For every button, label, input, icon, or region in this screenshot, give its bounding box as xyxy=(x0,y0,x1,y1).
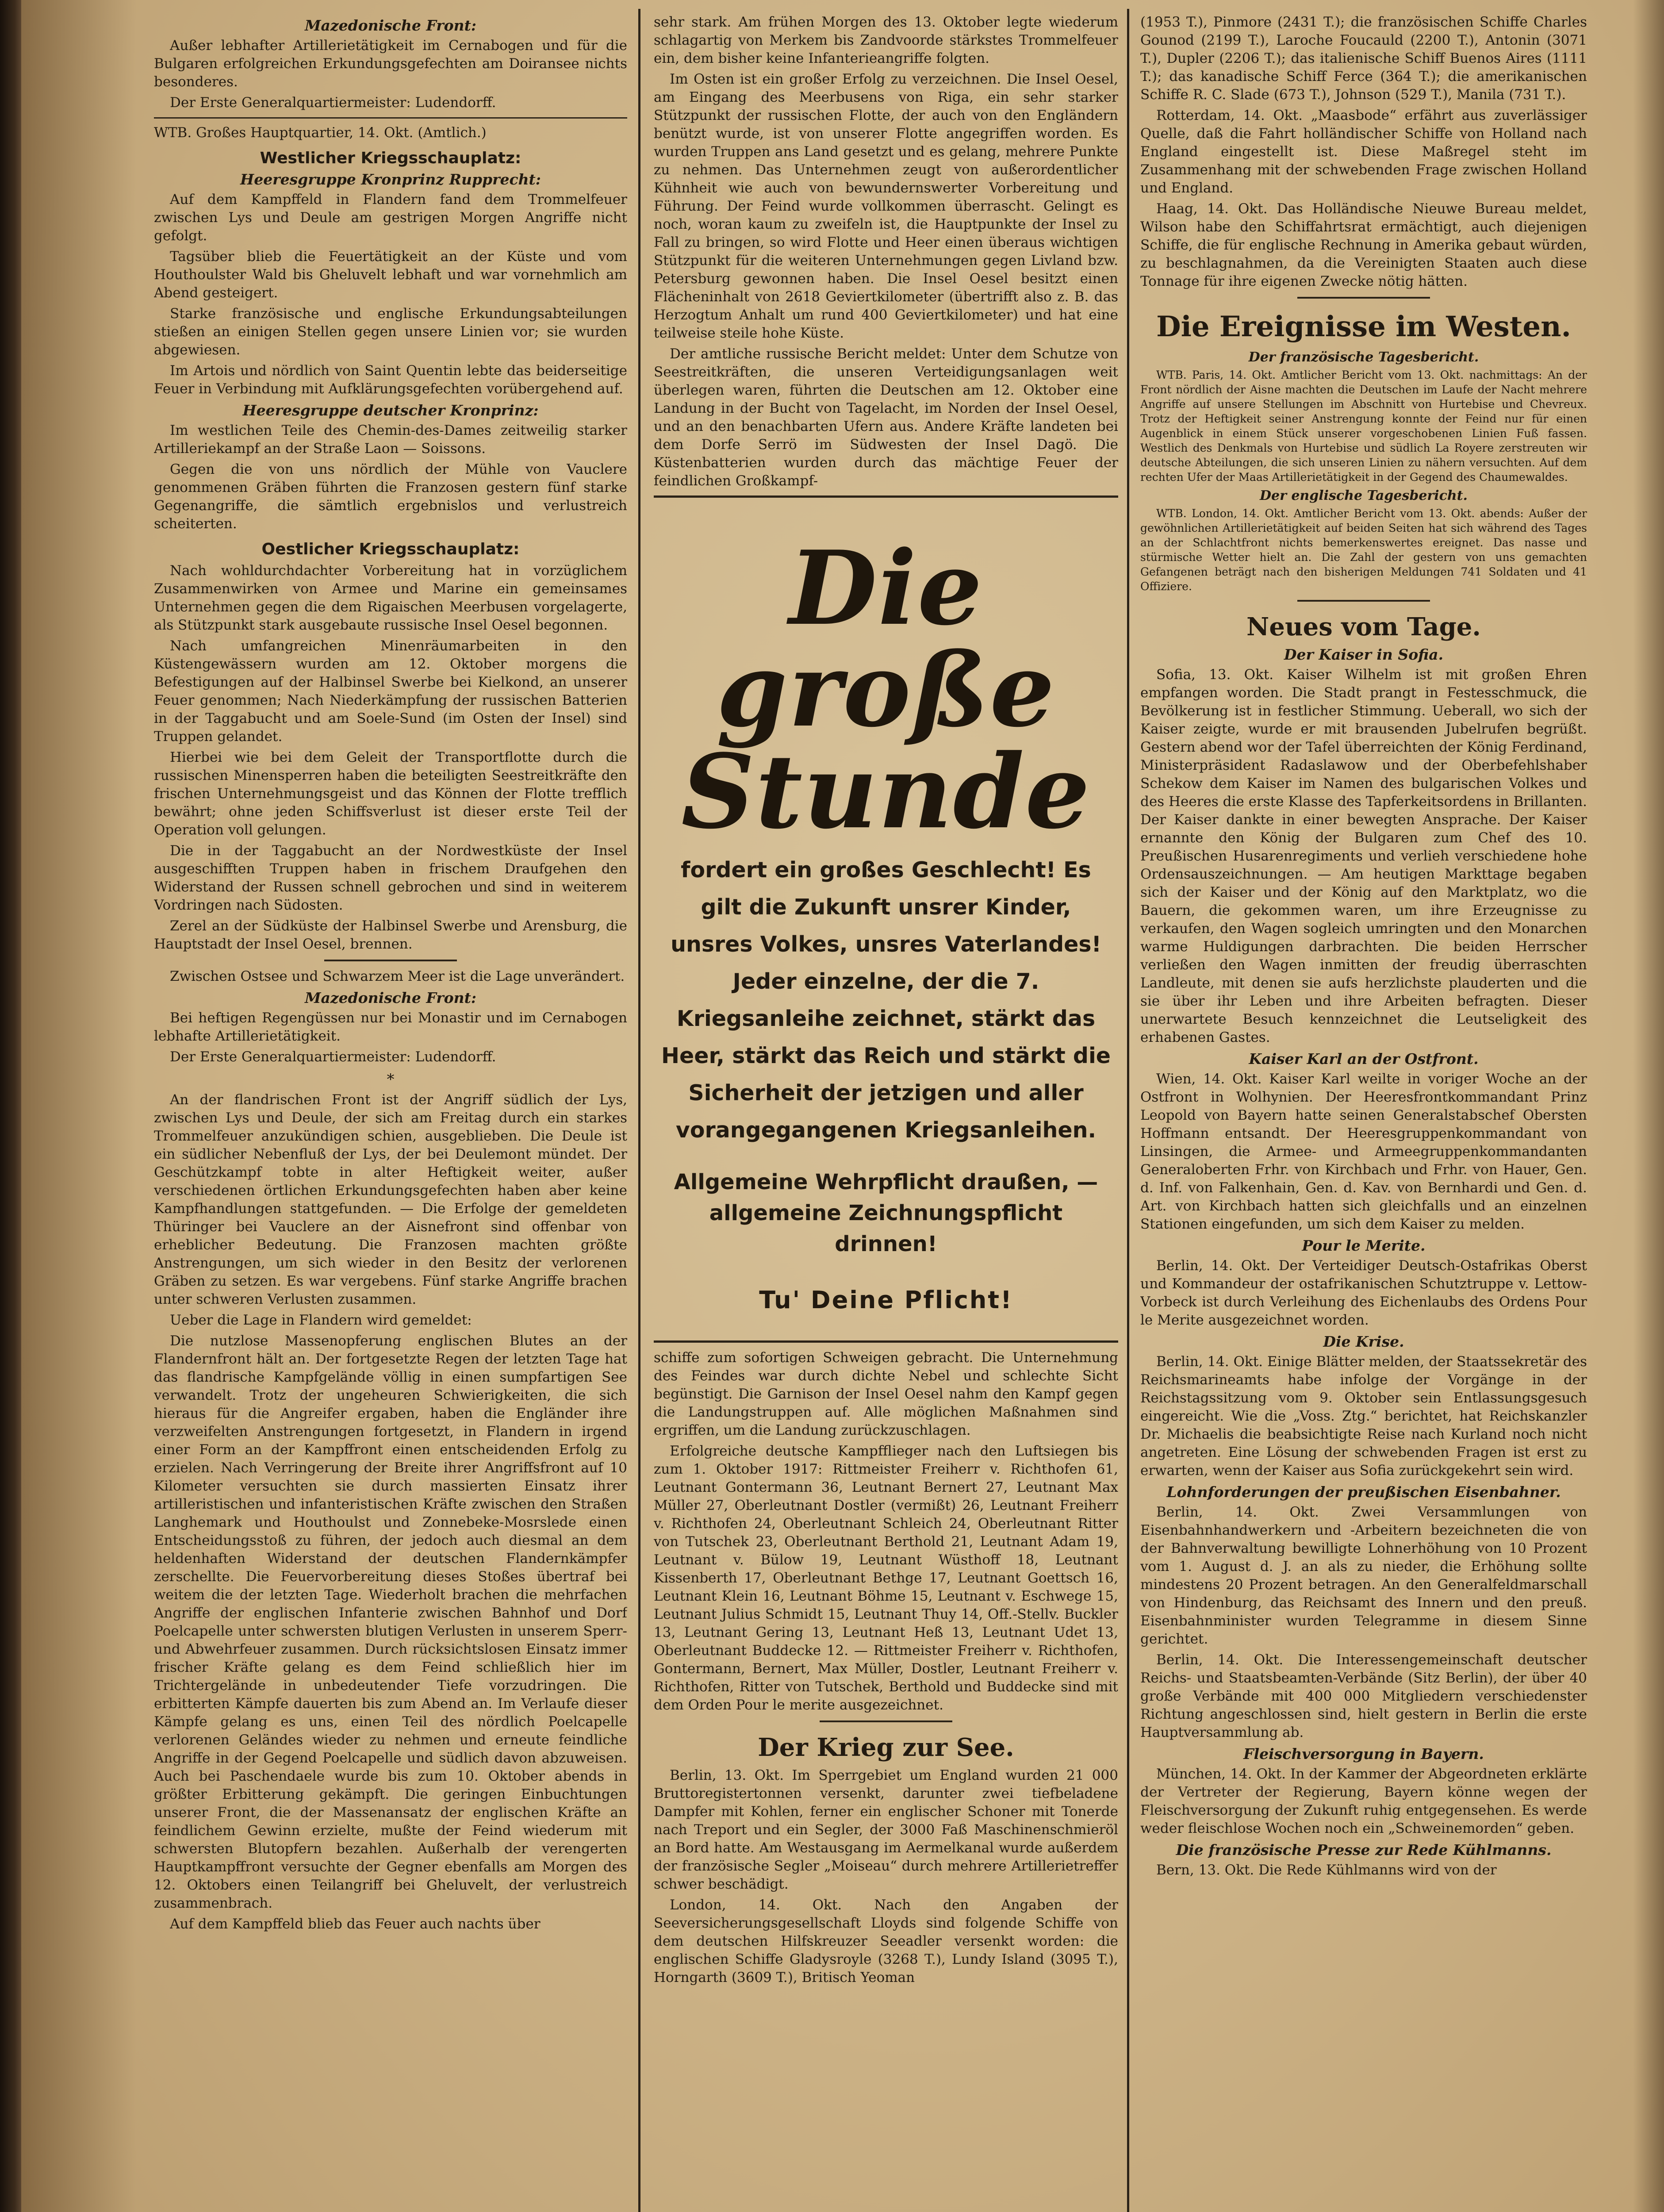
paragraph: WTB. Paris, 14. Okt. Amtlicher Bericht vom 13. Okt. nachmittags: An der Front nördlich der Aisne machten die Deutschen im Laufe der Nacht mehrere Angriffe auf unsere Stellungen im Abschnitt von Hurtebise und Chevreux. Trotz der Heftigkeit seiner Anstrengung konnte der Feind nur für einen Augenblick in einem Stück unserer vorgeschobenen Linien Fuß fassen. Westlich des Denkmals von Hurtebise und südlich La Royere zerstreuten wir deutsche Abteilungen, die sich unseren Linien zu nähern versuchten. Auf dem rechten Ufer der Maas Artillerietätigkeit in der Gegend des Chaumewaldes. xyxy=(1140,369,1587,484)
heading-mazedonische-front-2: Mazedonische Front: xyxy=(304,989,477,1006)
paragraph: Sofia, 13. Okt. Kaiser Wilhelm ist mit großen Ehren empfangen worden. Die Stadt prangt in Festesschmuck, die Bevölkerung ist in festlicher Stimmung. Ueberall, wo sich der Kaiser zeigte, wurde er mit brausenden Jubelrufen begrüßt. Gestern abend wor der Tafel überreichten der König Ferdinand, Ministerpräsident Radaslawow und der Oberbefehlshaber Schekow dem Kaiser im Namen des bulgarischen Volkes und des Heeres die erste Klasse des Tapferkeitsordens in Brillanten. Der Kaiser dankte in einer bewegten Ansprache. Der Kaiser ernannte den König der Bulgaren zum Chef des 10. Preußischen Husarenregiments und verlieh verschiedene hohe Ordensauszeichnungen. — Am heutigen Markttage begaben sich der Kaiser und der König auf den Marktplatz, wo die Bauern, die gekommen waren, um ihre Erzeugnisse zu verkaufen, den Wagen sogleich umringten und den Monarchen warme Huldigungen darbrachten. Die beiden Herrscher verließen den Wagen inmitten der freudig überraschten Landleute, mit denen sie aufs herzlichste plauderten und die sie über ihr Leben und ihre Arbeiten befragten. Dieser unerwartete Besuch kennzeichnet die Leutseligkeit des erhabenen Gastes. xyxy=(1140,667,1587,1045)
paragraph: Im westlichen Teile des Chemin-des-Dames zeitweilig starker Artilleriekampf an der Straße Laon — Soissons. xyxy=(154,422,627,457)
short-divider xyxy=(1297,600,1430,602)
heading-lohnforderungen: Lohnforderungen der preußischen Eisenbahner. xyxy=(1166,1483,1561,1501)
paragraph: Der amtliche russische Bericht meldet: Unter dem Schutze von Seestreitkräften, die unseren Verteidigungsanlagen weit überlegen waren, führten die Deutschen am 12. Oktober eine Landung in der Bucht von Tagelacht, im Norden der Insel Oesel, und an den benachbarten Ufern aus. Andere Kräfte landeten bei dem Dorfe Serrö im Südwesten der Insel Dagö. Die Küstenbatterien wurden durch das mächtige Feuer der feindlichen Großkampf- xyxy=(654,346,1118,489)
heading-franzoesischer-tagesbericht: Der französische Tagesbericht. xyxy=(1248,349,1479,365)
gutter-shadow xyxy=(21,0,136,2212)
paragraph: Berlin, 13. Okt. Im Sperrgebiet um England wurden 21 000 Bruttoregistertonnen versenkt, darunter zwei tiefbeladene Dampfer mit Kohlen, ferner ein englischer Schoner mit Tonerde nach Treport und ein Segler, der 3000 Faß Maschinenschmieröl an Bord hatte. Am Westausgang im Aermelkanal wurde außerdem der französische Segler „Moiseau“ durch mehrere Artillerietreffer schwer beschädigt. xyxy=(654,1767,1118,1892)
heading-oestlicher-kriegsschauplatz: Oestlicher Kriegsschauplatz: xyxy=(261,540,520,558)
column-middle xyxy=(654,13,1118,2212)
column-left xyxy=(154,13,627,2212)
paragraph: Im Osten ist ein großer Erfolg zu verzeichnen. Die Insel Oesel, am Eingang des Meerbusens von Riga, ein sehr starker Stützpunkt der russischen Flotte, der auch von den Engländern benützt wurde, ist von unserer Flotte angegriffen worden. Es wurden Truppen ans Land gesetzt und es gelang, mehrere Punkte zu nehmen. Das Unternehmen zeugt von außerordentlicher Kühnheit wie auch von bewundernswerter Vorbereitung und Führung. Der Feind wurde vollkommen überrascht. Gelingt es noch, woran kaum zu zweifeln ist, die Hauptpunkte der Insel zu Fall zu bringen, so wird Flotte und Heer einen überaus wichtigen Stützpunkt für die weiteren Unternehmungen gegen Livland bzw. Petersburg gewonnen haben. Die Insel Oesel besitzt einen Flächeninhalt von 2618 Geviertkilometer (übertrifft also z. B. das Herzogtum Anhalt um rund 400 Geviertkilometer) und hat eine teilweise steile hohe Küste. xyxy=(654,71,1118,341)
paragraph: An der flandrischen Front ist der Angriff südlich der Lys, zwischen Lys und Deule, der sich am Freitag durch ein starkes Trommelfeuer anzukündigen schien, ausgeblieben. Die Deule ist ein südlicher Nebenfluß der Lys, der bei Deulemont mündet. Der Geschützkampf tobte in alter Heftigkeit weiter, außer verschiedenen örtlichen Erkundungsgefechten haben aber keine Kampfhandlungen stattgefunden. — Die Erfolge der gemeldeten Thüringer bei Vauclere an der Aisnefront sind offenbar von erheblicher Bedeutung. Die Franzosen machten größte Anstrengungen, um sich wieder in den Besitz der verlorenen Gräben zu setzen. Es war vergebens. Fünf starke Angriffe brachen unter schweren Verlusten zusammen. xyxy=(154,1092,627,1307)
heading-mazedonische-front: Mazedonische Front: xyxy=(304,17,477,34)
heading-kaiser-in-sofia: Der Kaiser in Sofia. xyxy=(1284,646,1444,663)
short-divider xyxy=(324,960,457,961)
paragraph: (1953 T.), Pinmore (2431 T.); die französischen Schiffe Charles Gounod (2199 T.), Laroche Foucauld (2200 T.), Antonin (3071 T.), Dupler (2206 T.); das italienische Schiff Buenos Aires (1111 T.); das kanadische Schiff Ferce (364 T.); die amerikanischen Schiffe R. C. Slade (673 T.), Johnson (529 T.), Manila (731 T.). xyxy=(1140,14,1587,103)
war-loan-advertisement xyxy=(654,495,1118,1343)
asterisk-separator: * xyxy=(387,1071,395,1088)
short-divider xyxy=(820,1720,952,1722)
ad-title-line: Stunde xyxy=(681,732,1091,852)
divider xyxy=(154,117,627,119)
ad-title-line: Die xyxy=(789,529,983,648)
paragraph: Wien, 14. Okt. Kaiser Karl weilte in voriger Woche an der Ostfront in Wolhynien. Der Heeresfrontkommandant Prinz Leopold von Bayern hatte seinen Generalstabschef Obersten Hoffmann entsandt. Der Heeresgruppenkommandant von Linsingen, die Armee- und Armeegruppenkommandanten Generaloberten Frhr. von Kirchbach und Frhr. von Hauer, Gen. d. Inf. von Falkenhain, Gen. d. Kav. von Bernhardi und Gen. d. Art. von Kirchbach hatten sich gleichfalls und an einzelnen Stationen eingefunden, um sich dem Kaiser zu melden. xyxy=(1140,1071,1587,1232)
paragraph: sehr stark. Am frühen Morgen des 13. Oktober legte wiederum schlagartig von Merkem bis Zandvoorde stärkstes Trommelfeuer ein, dem bisher keine Infanterieangriffe folgten. xyxy=(654,14,1118,66)
paragraph: Nach wohldurchdachter Vorbereitung hat in vorzüglichem Zusammenwirken von Armee und Marine ein gemeinsames Unternehmen gegen die dem Rigaischen Meerbusen vorgelagerte, als Stützpunkt stark ausgebaute russische Insel Oesel begonnen. xyxy=(154,563,627,633)
heading-kaiser-karl: Kaiser Karl an der Ostfront. xyxy=(1249,1050,1479,1068)
heading-rupprecht: Heeresgruppe Kronprinz Rupprecht: xyxy=(240,171,541,188)
paragraph: Gegen die von uns nördlich der Mühle von Vauclere genommenen Gräben führten die Franzosen gestern fünf starke Gegenangriffe, die sämtlich ergebnislos und verlustreich scheiterten. xyxy=(154,461,627,532)
signature: Der Erste Generalquartiermeister: Ludendorff. xyxy=(170,1049,496,1065)
paragraph: Zwischen Ostsee und Schwarzem Meer ist die Lage unverändert. xyxy=(170,968,625,984)
heading-englischer-tagesbericht: Der englische Tagesbericht. xyxy=(1259,488,1468,503)
paragraph: Berlin, 14. Okt. Zwei Versammlungen von Eisenbahnhandwerkern und -Arbeitern bezeichneten die von der Bahnverwaltung bewilligte Lohnerhöhung von 10 Prozent vom 1. August d. J. an als zu nieder, die Erhöhung sollte mindestens 20 Prozent betragen. An den Generalfeldmarschall von Hindenburg, das Reichsamt des Innern und den preuß. Eisenbahnminister wurden Telegramme in diesem Sinne gerichtet. xyxy=(1140,1504,1587,1647)
heading-deutscher-kronprinz: Heeresgruppe deutscher Kronprinz: xyxy=(242,402,539,419)
paragraph: Haag, 14. Okt. Das Holländische Nieuwe Bureau meldet, Wilson habe den Schiffahrtsrat ermächtigt, auch diejenigen Schiffe, die für englische Rechnung in Amerika gebaut würden, zu beschlagnahmen, da die Vereinigten Staaten auch diese Tonnage für ihre eigenen Zwecke nötig hätten. xyxy=(1140,201,1587,289)
paragraph: Berlin, 14. Okt. Der Verteidiger Deutsch-Ostafrikas Oberst und Kommandeur der ostafrikanischen Schutztruppe v. Lettow-Vorbeck ist durch Verleihung des Eichenlaubs des Ordens Pour le Merite ausgezeichnet worden. xyxy=(1140,1258,1587,1328)
heading-neues-vom-tage: Neues vom Tage. xyxy=(1246,612,1481,641)
paragraph: Außer lebhafter Artillerietätigkeit im Cernabogen und für die Bulgaren erfolgreichen Erkundungsgefechten am Doiransee nichts besonderes. xyxy=(154,38,627,90)
paragraph: London, 14. Okt. Nach den Angaben der Seeversicherungsgesellschaft Lloyds sind folgende Schiffe von dem deutschen Hilfskreuzer Seeadler versenkt worden: die englischen Schiffe Gladysroyle (3268 T.), Lundy Island (3095 T.), Horngarth (3609 T.), Britisch Yeoman xyxy=(654,1897,1118,1985)
heading-die-krise: Die Krise. xyxy=(1323,1333,1404,1350)
paragraph: Ueber die Lage in Flandern wird gemeldet: xyxy=(170,1312,472,1328)
paragraph: Zerel an der Südküste der Halbinsel Swerbe und Arensburg, die Hauptstadt der Insel Oesel, brennen. xyxy=(154,918,627,952)
edge-shadow xyxy=(1633,0,1664,2212)
paragraph: Starke französische und englische Erkundungsabteilungen stießen an einigen Stellen gegen unsere Linien vor; sie wurden abgewiesen. xyxy=(154,306,627,358)
paragraph: Berlin, 14. Okt. Die Interessengemeinschaft deutscher Reichs- und Staatsbeamten-Verbände (Sitz Berlin), der über 40 große Verbände mit 400 000 Mitgliedern verschiedenster Richtung angeschlossen sind, hielt gestern in Berlin die erste Hauptversammlung ab. xyxy=(1140,1652,1587,1740)
paragraph: Berlin, 14. Okt. Einige Blätter melden, der Staatssekretär des Reichsmarineamts habe infolge der Vorgänge in der Reichstagssitzung vom 9. Oktober sein Entlassungsgesuch eingereicht. Wie die „Voss. Ztg.“ berichtet, hat Reichskanzler Dr. Michaelis die beabsichtigte Reise nach Kurland noch nicht angetreten. Eine Lösung der schwebenden Fragen ist erst zu erwarten, wenn der Kaiser aus Sofia zurückgekehrt sein wird. xyxy=(1140,1354,1587,1479)
paragraph: München, 14. Okt. In der Kammer der Abgeordneten erklärte der Vertreter der Regierung, Bayern könne wegen der Fleischversorgung der Zukunft ruhig entgegensehen. Es werde weder fleischlose Wochen noch ein „Schweinemorden“ geben. xyxy=(1140,1766,1587,1836)
section-tagesberichte xyxy=(1140,349,1587,594)
ad-slogan: Allgemeine Wehrpflicht draußen, — allgemeine Zeichnungspflicht drinnen! xyxy=(674,1170,1098,1256)
column-right xyxy=(1140,13,1587,2212)
heading-pour-le-merite: Pour le Merite. xyxy=(1302,1237,1426,1254)
dateline: WTB. Großes Hauptquartier, 14. Okt. (Amtlich.) xyxy=(154,125,487,141)
paragraph: Die in der Taggabucht an der Nordwestküste der Insel ausgeschifften Truppen haben in frischem Draufgehen den Widerstand der Russen schnell gebrochen und sind in weiterem Vordringen nach Südosten. xyxy=(154,843,627,913)
paragraph: Die nutzlose Massenopferung englischen Blutes an der Flandernfront hält an. Der fortgesetzte Regen der letzten Tage hat das flandrische Kampfgelände völlig in einen sumpfartigen See verwandelt. Trotz der ungeheuren Schwierigkeiten, die sich hieraus für die Angreifer ergaben, haben die Engländer ihre verzweifelten Anstrengungen fortgesetzt, in Flandern in irgend einer Form an der Kampffront einen entscheidenden Erfolg zu erzielen. Nach Verringerung der Breite ihrer Angriffsfront auf 10 Kilometer versuchten sie durch massierten Einsatz ihrer artilleristischen und infanteristischen Kräfte zwischen den Straßen Langhemark und Houthoulst und Zonnebeke-Mosrslede einen Entscheidungsstoß zu führen, der jedoch auch diesmal an dem heldenhaften Widerstand der deutschen Flandernkämpfer zerschellte. Die Feuervorbereitung dieses Stoßes übertraf bei weitem die der letzten Tage. Wiederholt brachen die mehrfachen Angriffe der englischen Infanterie zwischen Bahnhof und Dorf Poelcapelle unter schwersten blutigen Verlusten in unserem Sperr- und Abwehrfeuer zusammen. Durch rücksichtslosen Einsatz immer frischer Kräfte gelang es dem Feind schließlich hier im Trichtergelände in unbedeutender Tiefe vorzudringen. Die erbitterten Kämpfe dauerten bis zum Abend an. Im Verlaufe dieser Kämpfe gelang es uns, einen Teil des nördlich Poelcapelle verlorenen Geländes wieder zu nehmen und erneute feindliche Angriffe in der Gegend Poelcapelle und südlich davon abzuweisen. Auch bei Paschendaele wurde bis zum 10. Oktober abends in größter Erbitterung gekämpft. Die geringen Einbuchtungen unserer Front, die der Massenansatz der englischen Kräfte an feindlichem Gewinn erzielte, mußte der Feind wiederum mit schwersten Blutopfern bezahlen. Außerhalb der verengerten Hauptkampffront versuchte der Gegner ebenfalls am Morgen des 12. Oktobers einen Teilangriff bei Gheluvelt, der verlustreich zusammenbrach. xyxy=(154,1333,627,1911)
paragraph: Erfolgreiche deutsche Kampfflieger nach den Luftsiegen bis zum 1. Oktober 1917: Rittmeister Freiherr v. Richthofen 61, Leutnant Gontermann 36, Leutnant Bernert 27, Leutnant Max Müller 27, Oberleutnant Dostler (vermißt) 26, Leutnant Freiherr v. Richthofen 24, Oberleutnant Schleich 24, Oberleutnant Ritter von Tutschek 23, Oberleutnant Berthold 21, Leutnant Adam 19, Leutnant v. Bülow 19, Leutnant Wüsthoff 18, Leutnant Kissenberth 17, Oberleutnant Bethge 17, Leutnant Goettsch 16, Leutnant Klein 16, Leutnant Böhme 15, Leutnant v. Eschwege 15, Leutnant Julius Schmidt 15, Leutnant Thuy 14, Off.-Stellv. Buckler 13, Leutnant Gering 13, Leutnant Heß 13, Leutnant Udet 13, Oberleutnant Buddecke 12. — Rittmeister Freiherr v. Richthofen, Gontermann, Bernert, Max Müller, Dostler, Leutnant Freiherr v. Richthofen, Ritter von Tutschek, Berthold und Buddecke sind mit dem Orden Pour le merite ausgezeichnet. xyxy=(654,1443,1118,1713)
heading-fleischversorgung: Fleischversorgung in Bayern. xyxy=(1243,1745,1484,1763)
signature: Der Erste Generalquartiermeister: Ludendorff. xyxy=(170,95,496,111)
paragraph: Nach umfangreichen Minenräumarbeiten in den Küstengewässern wurden am 12. Oktober morgens die Befestigungen auf der Halbinsel Swerbe bei Kielkond, an unserer Feuer genommen; Nach Niederkämpfung der russischen Batterien in der Taggabucht und am Soele-Sund (im Osten der Insel) sind Truppen gelandet. xyxy=(154,638,627,745)
column-rule-left xyxy=(638,9,640,2212)
paragraph: Auf dem Kampffeld in Flandern fand dem Trommelfeuer zwischen Lys und Deule am gestrigen Morgen Angriffe nicht gefolgt. xyxy=(154,192,627,244)
paragraph: Rotterdam, 14. Okt. „Maasbode“ erfährt aus zuverlässiger Quelle, daß die Fahrt holländischer Schiffe von Holland nach England eingestellt ist. Diese Maßregel steht im Zusammenhang mit der schwebenden Frage zwischen Holland und England. xyxy=(1140,108,1587,196)
ad-call-to-action: Tu' Deine Pflicht! xyxy=(759,1286,1013,1314)
paragraph: Hierbei wie bei dem Geleit der Transportflotte durch die russischen Minensperren haben die beteiligten Seestreitkräfte den frischen Unternehmungsgeist und das Können der Flotte trefflich bewährt; ohne jeden Schiffsverlust ist dieser erste Teil der Operation voll gelungen. xyxy=(154,749,627,838)
heading-krieg-zur-see: Der Krieg zur See. xyxy=(758,1733,1014,1762)
ad-title-line: große xyxy=(716,630,1056,750)
book-binding xyxy=(0,0,21,2212)
ad-title xyxy=(660,529,1112,852)
heading-ereignisse-im-westen: Die Ereignisse im Westen. xyxy=(1156,310,1571,343)
newspaper-page xyxy=(21,0,1664,2212)
paragraph: WTB. London, 14. Okt. Amtlicher Bericht vom 13. Okt. abends: Außer der gewöhnlichen Artillerietätigkeit auf beiden Seiten hat sich während des Tages an der Schlachtfront nichts bemerkenswertes ereignet. Das nasse und stürmische Wetter hielt an. Die Zahl der gestern von uns gemachten Gefangenen beträgt nach den bisherigen Meldungen 741 Soldaten und 41 Offiziere. xyxy=(1140,507,1587,593)
paragraph: Auf dem Kampffeld blieb das Feuer auch nachts über xyxy=(170,1916,541,1932)
heading-westlicher-kriegsschauplatz: Westlicher Kriegsschauplatz: xyxy=(260,149,521,167)
short-divider xyxy=(1297,297,1430,299)
paragraph: Im Artois und nördlich von Saint Quentin lebte das beiderseitige Feuer in Verbindung mit Aufklärungsgefechten vorübergehend auf. xyxy=(154,363,627,397)
column-rule-right xyxy=(1127,9,1129,2212)
paragraph: Bern, 13. Okt. Die Rede Kühlmanns wird von der xyxy=(1156,1862,1497,1878)
heading-franzoesische-presse: Die französische Presse zur Rede Kühlmanns. xyxy=(1176,1841,1552,1859)
ad-body-text: fordert ein großes Geschlecht! Es gilt die Zukunft unsrer Kinder, unsres Volkes, unsres Vaterlandes! Jeder einzelne, der die 7. Kriegsanleihe zeichnet, stärkt das Heer, stärkt das Reich und stärkt die Sicherheit der jetzigen und aller vorangegangenen Kriegsanleihen. xyxy=(661,857,1111,1143)
paragraph: Tagsüber blieb die Feuertätigkeit an der Küste und vom Houthoulster Wald bis Gheluvelt lebhaft und war vornehmlich am Abend gesteigert. xyxy=(154,249,627,301)
paragraph: schiffe zum sofortigen Schweigen gebracht. Die Unternehmung des Feindes war durch dichte Nebel und schlechte Sicht begünstigt. Die Garnison der Insel Oesel nahm den Kampf gegen die Landungstruppen auf. Alle möglichen Maßnahmen sind ergriffen, um die Landung zurückzuschlagen. xyxy=(654,1350,1118,1438)
paragraph: Bei heftigen Regengüssen nur bei Monastir und im Cernabogen lebhafte Artillerietätigkeit. xyxy=(154,1010,627,1044)
